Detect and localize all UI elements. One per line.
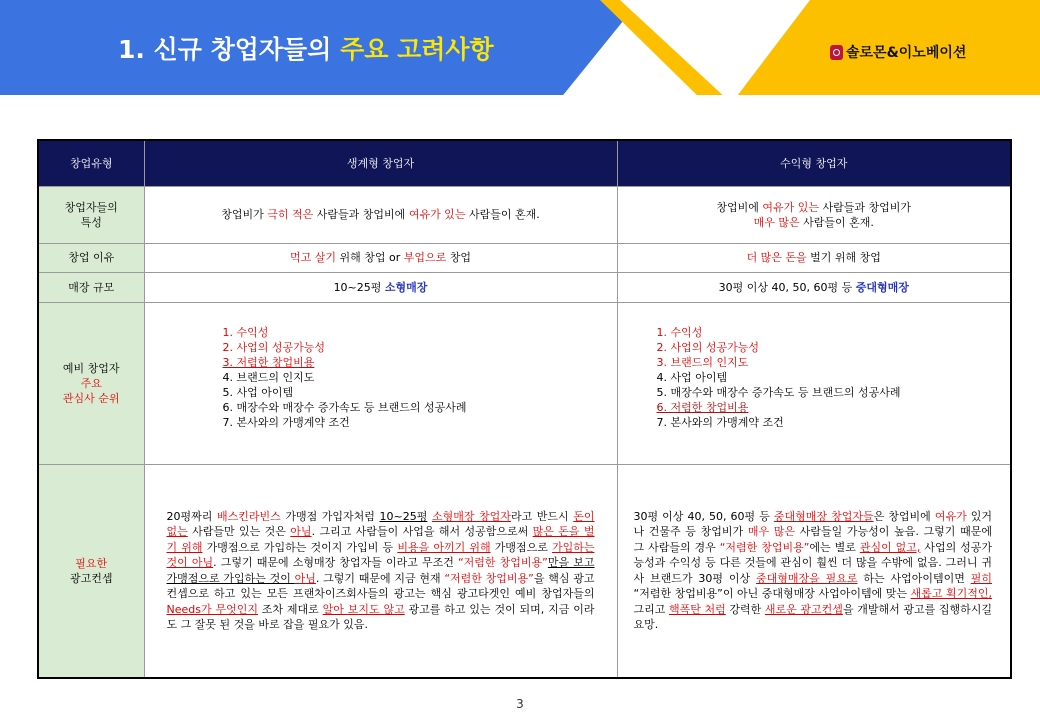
list-item: 2. 사업의 성공가능성 bbox=[656, 340, 759, 354]
logo-text: 솔로몬&이노베이션 bbox=[846, 45, 967, 61]
traits-profit: 창업비에 여유가 있는 사람들과 창업비가 매우 많은 사람들이 혼재. bbox=[617, 186, 1011, 243]
list-item: 4. 사업 아이템 bbox=[656, 370, 728, 384]
priorities-profit bbox=[617, 302, 1011, 464]
title-highlight: 주요 고려사항 bbox=[340, 35, 494, 64]
header-livelihood: 생계형 창업자 bbox=[144, 140, 617, 186]
company-logo bbox=[830, 40, 966, 64]
list-item: 1. 수익성 bbox=[222, 325, 269, 339]
row-label-priorities: 예비 창업자 주요 관심사 순위 bbox=[38, 302, 144, 464]
list-item: 1. 수익성 bbox=[656, 325, 703, 339]
header-profit: 수익형 창업자 bbox=[617, 140, 1011, 186]
priority-list bbox=[223, 325, 467, 430]
table-row bbox=[38, 186, 1011, 243]
header-type: 창업유형 bbox=[38, 140, 144, 186]
row-label-size: 매장 규모 bbox=[38, 272, 144, 302]
table-row bbox=[38, 243, 1011, 272]
row-label-traits: 창업자들의 특성 bbox=[38, 186, 144, 243]
list-item: 7. 본사와의 가맹계약 조건 bbox=[656, 415, 784, 429]
priorities-livelihood bbox=[144, 302, 617, 464]
list-item: 5. 매장수와 매장수 증가속도 등 브랜드의 성공사례 bbox=[656, 385, 901, 399]
list-item: 7. 본사와의 가맹계약 조건 bbox=[222, 415, 350, 429]
reason-profit: 더 많은 돈을 벌기 위해 창업 bbox=[617, 243, 1011, 272]
ad-concept-livelihood bbox=[144, 464, 617, 678]
ad-concept-profit bbox=[617, 464, 1011, 678]
logo-icon bbox=[830, 45, 843, 60]
page-title bbox=[118, 30, 494, 66]
list-item: 6. 저렴한 창업비용 bbox=[656, 400, 749, 414]
list-item: 6. 매장수와 매장수 증가속도 등 브랜드의 성공사례 bbox=[222, 400, 467, 414]
title-prefix: 1. 신규 창업자들의 bbox=[118, 35, 341, 64]
row-label-reason: 창업 이유 bbox=[38, 243, 144, 272]
list-item: 3. 브랜드의 인지도 bbox=[656, 355, 749, 369]
list-item: 2. 사업의 성공가능성 bbox=[222, 340, 325, 354]
table-row bbox=[38, 272, 1011, 302]
table-header-row bbox=[38, 140, 1011, 186]
list-item: 5. 사업 아이템 bbox=[222, 385, 294, 399]
list-item: 4. 브랜드의 인지도 bbox=[222, 370, 315, 384]
ad-concept-paragraph: 30평 이상 40, 50, 60평 등 중대형매장 창업자들은 창업비에 여유가 있거나 건물주 등 창업비가 매우 많은 사람들일 가능성이 높음. 그렇기 때문에 그 사람들의 경우 “저렴한 창업비용”에는 별로 관심이 없고, 사업의 성공가능성과 수익성 등 다른 것들에 관심이 훨씬 더 많을 수밖에 없음. 그러니 귀사 브랜드가 30평 이상 중대형매장을 필요로 하는 사업아이템이면 필히 “저렴한 창업비용”이 아닌 중대형매장 사업아이템에 맞는 새롭고 획기적인, 그리고 핵폭탄 처럼 강력한 새로운 광고컨셉을 개발해서 광고를 집행하시길 요망. bbox=[633, 509, 993, 632]
size-profit: 30평 이상 40, 50, 60평 등 중대형매장 bbox=[617, 272, 1011, 302]
page-number: 3 bbox=[516, 697, 524, 711]
priority-list bbox=[657, 325, 901, 430]
table-row bbox=[38, 464, 1011, 678]
ad-concept-paragraph: 20평짜리 배스킨라빈스 가맹점 가입자처럼 10~25평 소형매장 창업자라고 반드시 돈이 없는 사람들만 있는 것은 아님. 그리고 사람들이 사업을 해서 성공함으로써 많은 돈을 벌기 위해 가맹점으로 가입하는 것이지 가입비 등 비용을 아끼기 위해 가맹점으로 가입하는 것이 아님. 그렇기 때문에 소형매장 창업자들 이라고 무조건 “저렴한 창업비용”만을 보고 가맹점으로 가입하는 것이 아님. 그렇기 때문에 지금 현재 “저렴한 창업비용”을 핵심 광고컨셉으로 하고 있는 모든 프랜차이즈회사들의 광고는 핵심 광고타겟인 예비 창업자들의 Needs가 무엇인지 조차 제대로 알아 보지도 않고 광고를 하고 있는 것이 되며, 지금 이라도 그 잘못 된 것을 바로 잡을 필요가 있음. bbox=[166, 509, 595, 632]
list-item: 3. 저렴한 창업비용 bbox=[222, 355, 315, 369]
comparison-table bbox=[37, 139, 1012, 679]
table-row bbox=[38, 302, 1011, 464]
row-label-ad-concept: 필요한 광고컨셉 bbox=[38, 464, 144, 678]
size-livelihood: 10~25평 소형매장 bbox=[144, 272, 617, 302]
traits-livelihood: 창업비가 극히 적은 사람들과 창업비에 여유가 있는 사람들이 혼재. bbox=[144, 186, 617, 243]
reason-livelihood: 먹고 살기 위해 창업 or 부업으로 창업 bbox=[144, 243, 617, 272]
